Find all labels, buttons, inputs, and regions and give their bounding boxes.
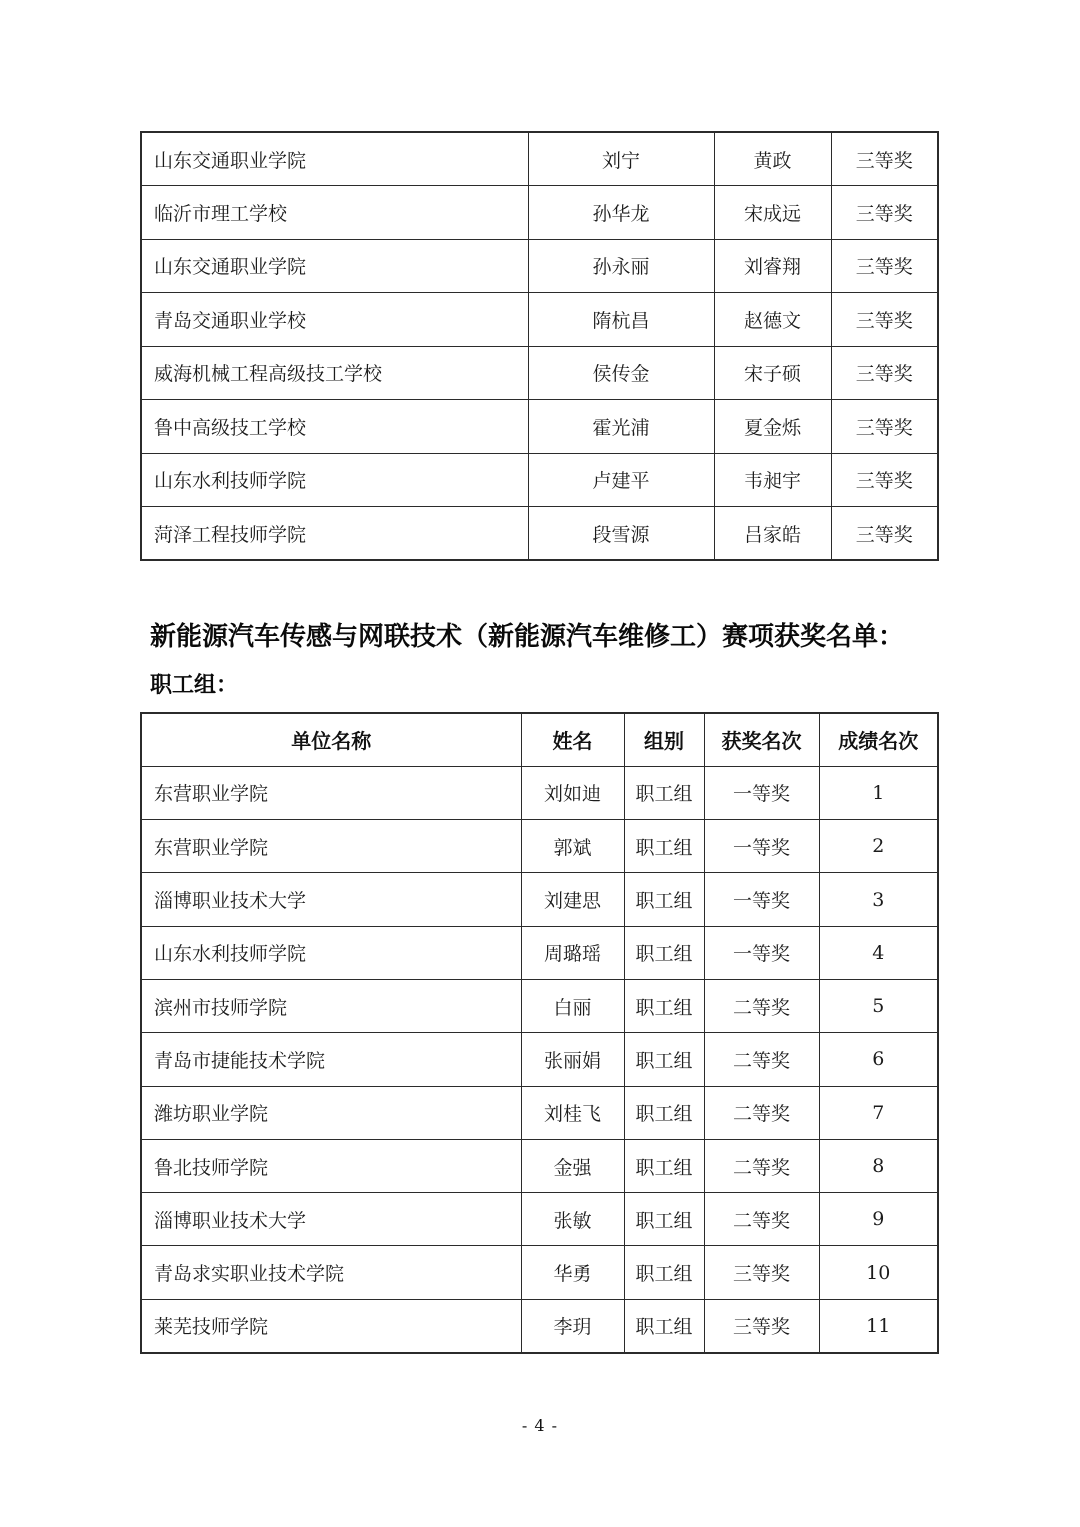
award-cell: 二等奖 [704, 979, 819, 1032]
contestant-name-cell: 韦昶宇 [714, 453, 831, 507]
award-cell: 三等奖 [831, 453, 938, 507]
award-cell: 二等奖 [704, 1139, 819, 1192]
rank-cell: 8 [819, 1139, 938, 1192]
rank-cell: 11 [819, 1299, 938, 1352]
contestant-name-cell: 侯传金 [528, 346, 714, 400]
group-subtitle: 职工组： [150, 673, 239, 698]
group-cell: 职工组 [624, 1086, 704, 1139]
name-cell: 刘桂飞 [521, 1086, 624, 1139]
name-cell: 白丽 [521, 979, 624, 1032]
award-cell: 一等奖 [704, 766, 819, 819]
group-cell: 职工组 [624, 766, 704, 819]
award-cell: 二等奖 [704, 1193, 819, 1246]
contestant-name-cell: 孙华龙 [528, 186, 714, 240]
name-cell: 张敏 [521, 1193, 624, 1246]
unit-name-cell: 鲁中高级技工学校 [141, 400, 528, 454]
name-cell: 金强 [521, 1139, 624, 1192]
results-table [140, 712, 939, 1354]
header-award: 获奖名次 [704, 713, 819, 766]
table-row [141, 1139, 938, 1192]
table-row [141, 873, 938, 926]
table-row [141, 239, 938, 293]
results-table-header-row [141, 713, 938, 766]
contestant-name-cell: 段雪源 [528, 507, 714, 561]
unit-name-cell: 东营职业学院 [141, 820, 521, 873]
contestant-name-cell: 刘睿翔 [714, 239, 831, 293]
award-cell: 三等奖 [831, 507, 938, 561]
header-unit-name: 单位名称 [141, 713, 521, 766]
unit-name-cell: 山东交通职业学院 [141, 239, 528, 293]
table-row [141, 1299, 938, 1352]
contestant-name-cell: 吕家皓 [714, 507, 831, 561]
group-cell: 职工组 [624, 1246, 704, 1299]
table-row [141, 1193, 938, 1246]
name-cell: 张丽娟 [521, 1033, 624, 1086]
contestant-name-cell: 黄政 [714, 132, 831, 186]
award-cell: 一等奖 [704, 820, 819, 873]
header-rank: 成绩名次 [819, 713, 938, 766]
name-cell: 周璐瑶 [521, 926, 624, 979]
rank-cell: 7 [819, 1086, 938, 1139]
rank-cell: 1 [819, 766, 938, 819]
unit-name-cell: 滨州市技师学院 [141, 979, 521, 1032]
award-cell: 三等奖 [831, 132, 938, 186]
rank-cell: 4 [819, 926, 938, 979]
unit-name-cell: 山东交通职业学院 [141, 132, 528, 186]
contestant-name-cell: 刘宁 [528, 132, 714, 186]
continued-award-table-body [141, 132, 938, 560]
unit-name-cell: 鲁北技师学院 [141, 1139, 521, 1192]
results-table-body [141, 766, 938, 1352]
unit-name-cell: 青岛求实职业技术学院 [141, 1246, 521, 1299]
table-row [141, 400, 938, 454]
table-row [141, 1246, 938, 1299]
unit-name-cell: 临沂市理工学校 [141, 186, 528, 240]
contestant-name-cell: 宋子硕 [714, 346, 831, 400]
contestant-name-cell: 卢建平 [528, 453, 714, 507]
rank-cell: 3 [819, 873, 938, 926]
contestant-name-cell: 隋杭昌 [528, 293, 714, 347]
table-row [141, 346, 938, 400]
contestant-name-cell: 孙永丽 [528, 239, 714, 293]
contestant-name-cell: 夏金烁 [714, 400, 831, 454]
group-cell: 职工组 [624, 820, 704, 873]
unit-name-cell: 威海机械工程高级技工学校 [141, 346, 528, 400]
contestant-name-cell: 赵德文 [714, 293, 831, 347]
rank-cell: 5 [819, 979, 938, 1032]
unit-name-cell: 淄博职业技术大学 [141, 873, 521, 926]
table-row [141, 453, 938, 507]
group-cell: 职工组 [624, 979, 704, 1032]
award-cell: 三等奖 [831, 346, 938, 400]
rank-cell: 6 [819, 1033, 938, 1086]
unit-name-cell: 潍坊职业学院 [141, 1086, 521, 1139]
rank-cell: 2 [819, 820, 938, 873]
unit-name-cell: 东营职业学院 [141, 766, 521, 819]
contestant-name-cell: 宋成远 [714, 186, 831, 240]
table-row [141, 132, 938, 186]
group-cell: 职工组 [624, 1299, 704, 1352]
award-cell: 一等奖 [704, 873, 819, 926]
unit-name-cell: 山东水利技师学院 [141, 926, 521, 979]
page-number: - 4 - [521, 1416, 559, 1435]
header-group: 组别 [624, 713, 704, 766]
rank-cell: 10 [819, 1246, 938, 1299]
award-cell: 二等奖 [704, 1086, 819, 1139]
name-cell: 郭斌 [521, 820, 624, 873]
header-name: 姓名 [521, 713, 624, 766]
table-row [141, 766, 938, 819]
continued-award-table [140, 131, 939, 561]
table-row [141, 926, 938, 979]
group-cell: 职工组 [624, 1033, 704, 1086]
name-cell: 李玥 [521, 1299, 624, 1352]
unit-name-cell: 淄博职业技术大学 [141, 1193, 521, 1246]
name-cell: 刘如迪 [521, 766, 624, 819]
group-cell: 职工组 [624, 926, 704, 979]
unit-name-cell: 青岛市捷能技术学院 [141, 1033, 521, 1086]
unit-name-cell: 山东水利技师学院 [141, 453, 528, 507]
table-row [141, 1086, 938, 1139]
group-cell: 职工组 [624, 873, 704, 926]
unit-name-cell: 莱芜技师学院 [141, 1299, 521, 1352]
award-cell: 三等奖 [831, 186, 938, 240]
name-cell: 刘建思 [521, 873, 624, 926]
table-row [141, 186, 938, 240]
name-cell: 华勇 [521, 1246, 624, 1299]
unit-name-cell: 菏泽工程技师学院 [141, 507, 528, 561]
award-cell: 三等奖 [704, 1299, 819, 1352]
award-cell: 一等奖 [704, 926, 819, 979]
award-cell: 三等奖 [704, 1246, 819, 1299]
table-row [141, 979, 938, 1032]
group-cell: 职工组 [624, 1139, 704, 1192]
contestant-name-cell: 霍光浦 [528, 400, 714, 454]
award-cell: 三等奖 [831, 293, 938, 347]
award-cell: 三等奖 [831, 400, 938, 454]
rank-cell: 9 [819, 1193, 938, 1246]
table-row [141, 507, 938, 561]
table-row [141, 293, 938, 347]
unit-name-cell: 青岛交通职业学校 [141, 293, 528, 347]
group-cell: 职工组 [624, 1193, 704, 1246]
award-cell: 三等奖 [831, 239, 938, 293]
table-row [141, 1033, 938, 1086]
section-title: 新能源汽车传感与网联技术（新能源汽车维修工）赛项获奖名单： [150, 622, 905, 652]
table-row [141, 820, 938, 873]
award-cell: 二等奖 [704, 1033, 819, 1086]
